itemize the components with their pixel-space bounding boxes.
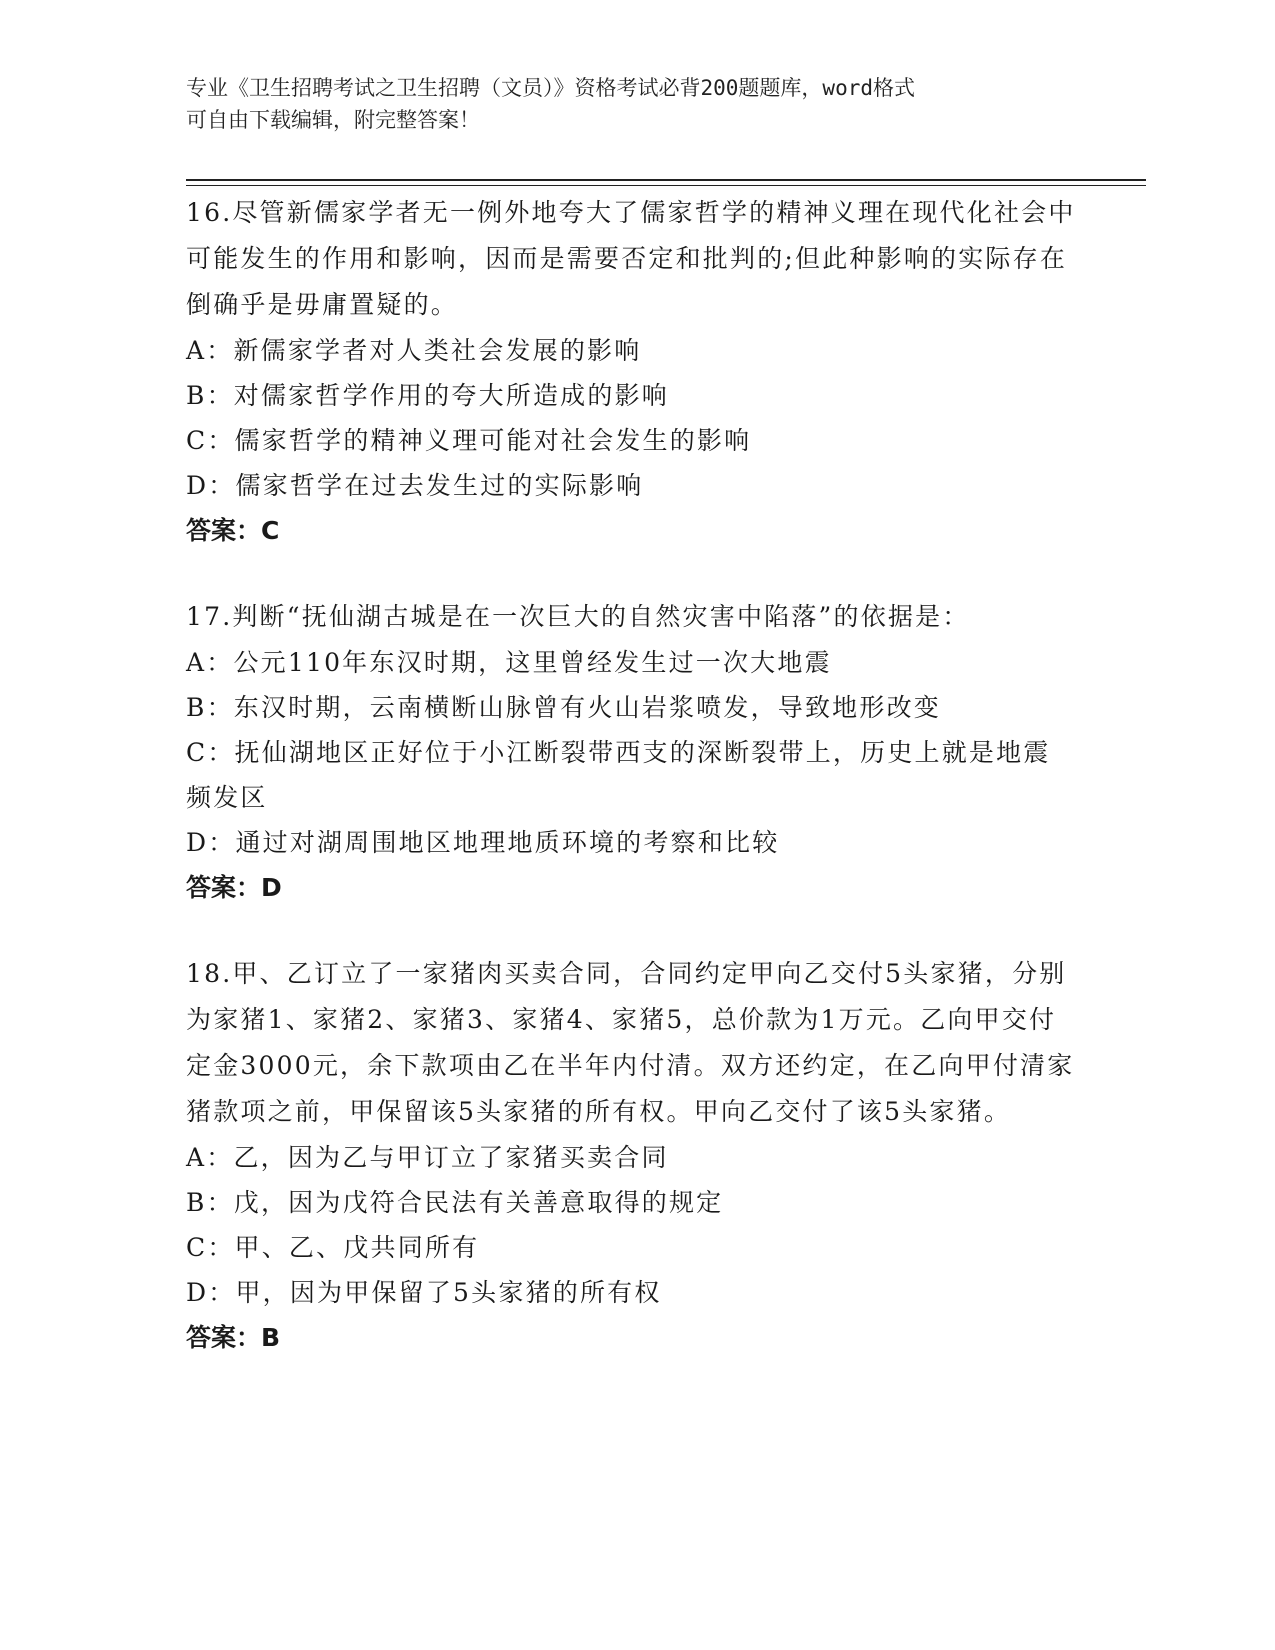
option-c: C：甲、乙、戊共同所有 — [186, 1233, 480, 1262]
header-line-1: 专业《卫生招聘考试之卫生招聘（文员）》资格考试必背200题题库，word格式 — [186, 76, 915, 100]
question-spacer — [186, 554, 1076, 594]
option-d: D：通过对湖周围地区地理地质环境的考察和比较 — [186, 828, 780, 857]
document-header — [186, 72, 1066, 136]
option-d: D：甲，因为甲保留了5头家猪的所有权 — [186, 1278, 662, 1307]
option-a: A：公元110年东汉时期，这里曾经发生过一次大地震 — [186, 648, 832, 677]
header-rule-thick — [186, 179, 1146, 181]
question-17 — [186, 594, 1076, 911]
question-16 — [186, 190, 1076, 554]
option-b: B：戊，因为戊符合民法有关善意取得的规定 — [186, 1188, 724, 1217]
answer-label: 答案：B — [186, 1323, 281, 1352]
question-list — [186, 190, 1076, 1361]
answer-label: 答案：C — [186, 516, 280, 545]
header-line-2: 可自由下载编辑，附完整答案！ — [186, 108, 480, 132]
answer-label: 答案：D — [186, 873, 282, 902]
option-c: C：儒家哲学的精神义理可能对社会发生的影响 — [186, 426, 752, 455]
question-stem: 17.判断“抚仙湖古城是在一次巨大的自然灾害中陷落”的依据是： — [186, 602, 970, 631]
option-b: B：对儒家哲学作用的夸大所造成的影响 — [186, 381, 669, 410]
header-rule-thin — [186, 185, 1146, 186]
option-d: D：儒家哲学在过去发生过的实际影响 — [186, 471, 644, 500]
option-c: C：抚仙湖地区正好位于小江断裂带西支的深断裂带上，历史上就是地震频发区 — [186, 738, 1051, 812]
question-18 — [186, 951, 1076, 1361]
option-a: A：新儒家学者对人类社会发展的影响 — [186, 336, 642, 365]
question-stem: 16.尽管新儒家学者无一例外地夸大了儒家哲学的精神义理在现代化社会中可能发生的作用和影响，因而是需要否定和批判的;但此种影响的实际存在倒确乎是毋庸置疑的。 — [186, 198, 1076, 319]
option-b: B：东汉时期，云南横断山脉曾有火山岩浆喷发，导致地形改变 — [186, 693, 941, 722]
option-a: A：乙，因为乙与甲订立了家猪买卖合同 — [186, 1143, 669, 1172]
question-stem: 18.甲、乙订立了一家猪肉买卖合同，合同约定甲向乙交付5头家猪，分别为家猪1、家猪2、家猪3、家猪4、家猪5，总价款为1万元。乙向甲交付定金3000元，余下款项由乙在半年内付清。双方还约定，在乙向甲付清家猪款项之前，甲保留该5头家猪的所有权。甲向乙交付了该5头家猪。 — [186, 959, 1075, 1126]
question-spacer — [186, 911, 1076, 951]
